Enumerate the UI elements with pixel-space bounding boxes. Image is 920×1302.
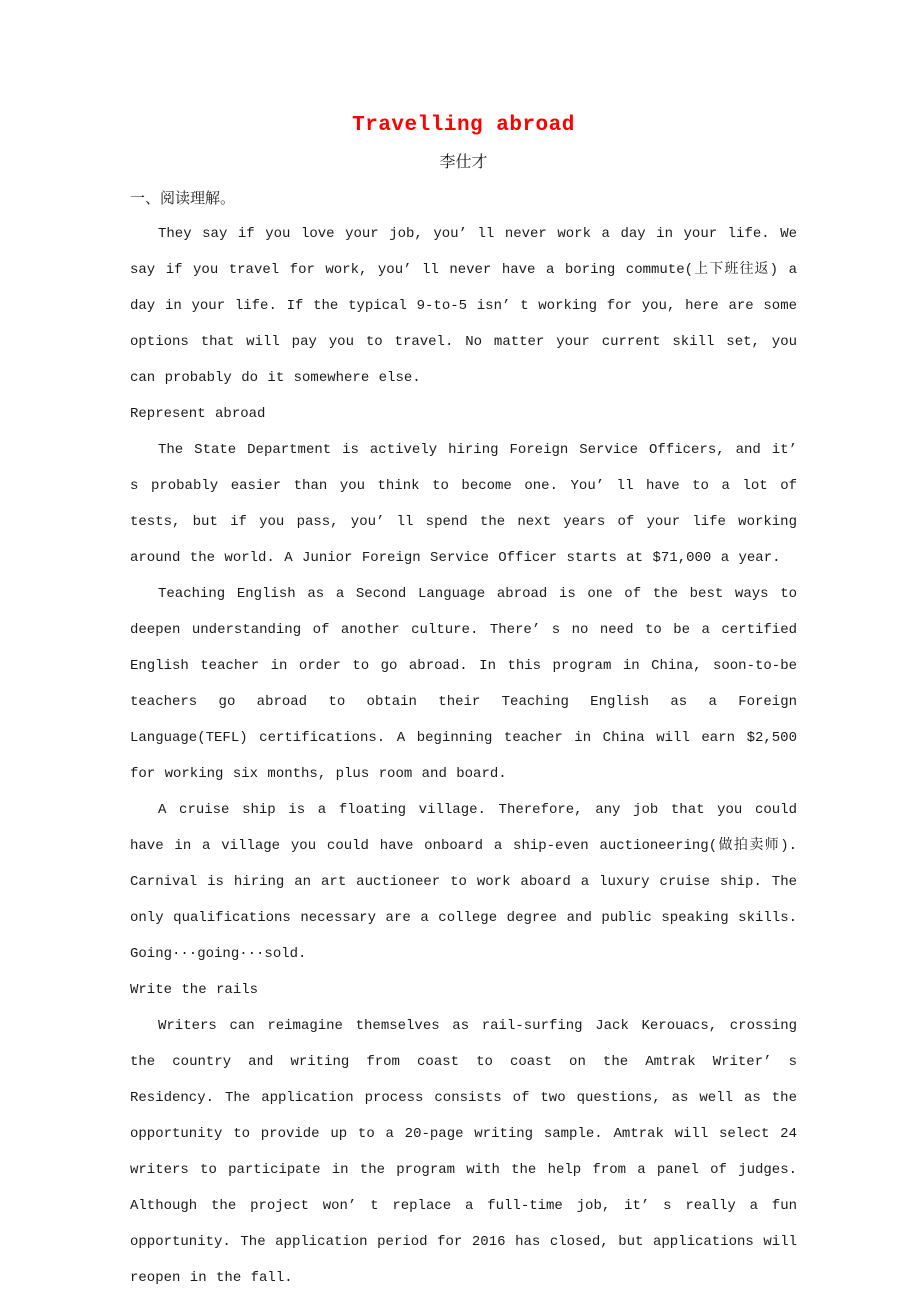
section-subheading: Write the rails <box>130 982 259 998</box>
document-title: Travelling abroad <box>352 114 575 137</box>
document-author: 李仕才 <box>439 152 488 171</box>
article-paragraph: The State Department is actively hiring Foreign Service Officers, and it’ s probably easier than you think to become one. You’ ll have to a lot of tests, but if you pass, you’ ll spend the next years of your life working around the world. A Junior Foreign Service Officer starts at $71,000 a year. <box>130 442 797 566</box>
section-heading: 一、阅读理解。 <box>130 189 236 207</box>
article-paragraph: They say if you love your job, you’ ll never work a day in your life. We say if you travel for work, you’ ll never have a boring commute(上下班往返) a day in your life. If the typical 9-to-5 isn’ t working for you, here are some options that will pay you to travel. No matter your current skill set, you can probably do it somewhere else. <box>130 226 797 386</box>
article-paragraph: A cruise ship is a floating village. Therefore, any job that you could have in a village you could have onboard a ship-even auctioneering(做拍卖师). Carnival is hiring an art auctioneer to work aboard a luxury cruise ship. The only qualifications necessary are a college degree and public speaking skills. Going···going···sold. <box>130 802 797 962</box>
article-paragraph: Teaching English as a Second Language abroad is one of the best ways to deepen understanding of another culture. There’ s no need to be a certified English teacher in order to go abroad. In this program in China, soon-to-be teachers go abroad to obtain their Teaching English as a Foreign Language(TEFL) certifications. A beginning teacher in China will earn $2,500 for working six months, plus room and board. <box>130 586 797 782</box>
article-body <box>130 216 797 1296</box>
section-subheading: Represent abroad <box>130 406 266 422</box>
article-paragraph: Writers can reimagine themselves as rail-surfing Jack Kerouacs, crossing the country and writing from coast to coast on the Amtrak Writer’ s Residency. The application process consists of two questions, as well as the opportunity to provide up to a 20-page writing sample. Amtrak will select 24 writers to participate in the program with the help from a panel of judges. Although the project won’ t replace a full-time job, it’ s really a fun opportunity. The application period for 2016 has closed, but applications will reopen in the fall. <box>130 1018 797 1286</box>
